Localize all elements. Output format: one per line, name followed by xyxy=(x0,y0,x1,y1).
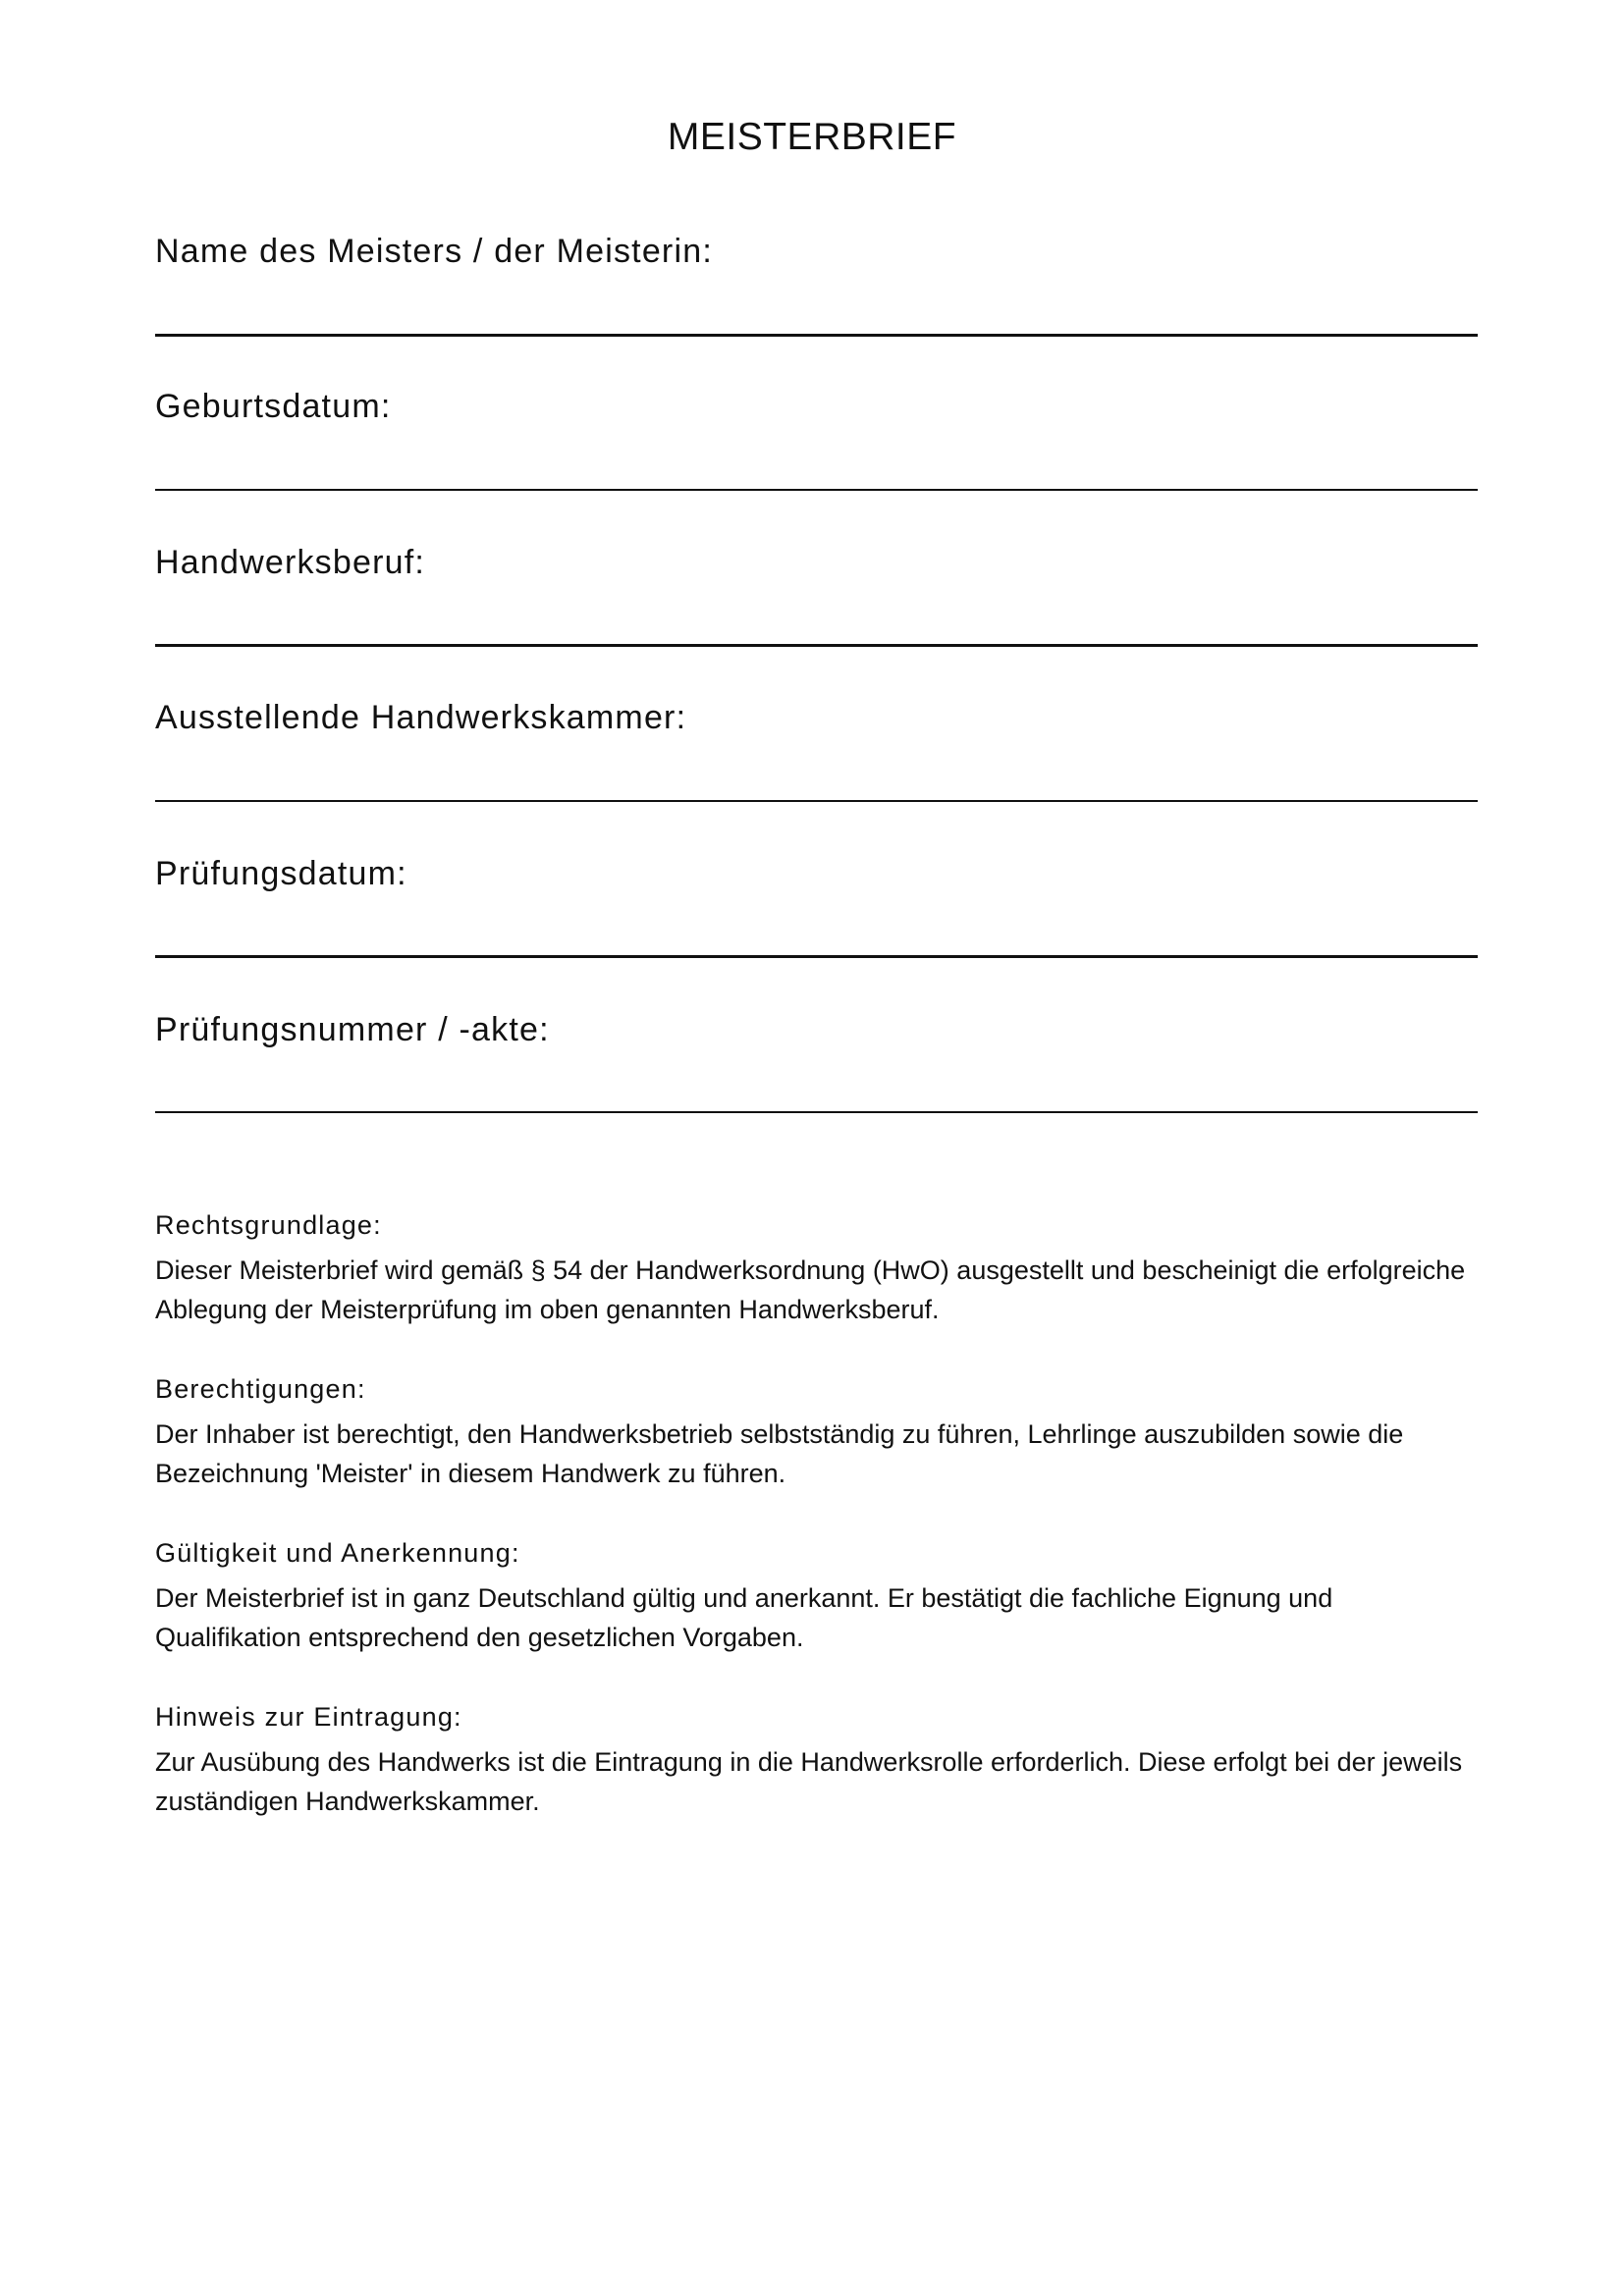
field-label-exam-date: Prüfungsdatum: xyxy=(155,855,407,892)
note-heading-validity: Gültigkeit und Anerkennung: xyxy=(155,1538,520,1568)
field-line-birthdate[interactable] xyxy=(155,489,1478,491)
field-line-name[interactable] xyxy=(155,334,1478,337)
field-label-name: Name des Meisters / der Meisterin: xyxy=(155,233,713,270)
field-line-exam-number[interactable] xyxy=(155,1111,1478,1113)
field-label-chamber: Ausstellende Handwerkskammer: xyxy=(155,699,687,736)
field-exam-number xyxy=(155,1010,1478,1049)
document-title: MEISTERBRIEF xyxy=(667,116,957,158)
field-trade xyxy=(155,543,1478,582)
field-line-chamber[interactable] xyxy=(155,800,1478,802)
field-exam-date xyxy=(155,854,1478,893)
field-birthdate xyxy=(155,387,1478,426)
note-heading-entitlements: Berechtigungen: xyxy=(155,1374,366,1404)
field-chamber xyxy=(155,698,1478,737)
field-label-birthdate: Geburtsdatum: xyxy=(155,388,392,425)
field-line-trade[interactable] xyxy=(155,644,1478,647)
field-name xyxy=(155,232,1478,271)
note-text-registration: Zur Ausübung des Handwerks ist die Eintragung in die Handwerksrolle erforderlich. Diese erfolgt bei der jeweils zuständigen Handwerkskammer. xyxy=(155,1747,1463,1816)
note-text-legal-basis: Dieser Meisterbrief wird gemäß § 54 der Handwerksordnung (HwO) ausgestellt und bescheinigt die erfolgreiche Ablegung der Meisterprüfung im oben genannten Handwerksberuf. xyxy=(155,1255,1466,1324)
note-heading-registration: Hinweis zur Eintragung: xyxy=(155,1702,462,1732)
field-line-exam-date[interactable] xyxy=(155,955,1478,958)
field-label-trade: Handwerksberuf: xyxy=(155,544,426,581)
note-heading-legal-basis: Rechtsgrundlage: xyxy=(155,1210,382,1240)
note-text-validity: Der Meisterbrief ist in ganz Deutschland gültig und anerkannt. Er bestätigt die fachliche Eignung und Qualifikation entsprechend den gesetzlichen Vorgaben. xyxy=(155,1583,1333,1652)
note-text-entitlements: Der Inhaber ist berechtigt, den Handwerksbetrieb selbstständig zu führen, Lehrlinge auszubilden sowie die Bezeichnung 'Meister' in diesem Handwerk zu führen. xyxy=(155,1419,1404,1488)
field-label-exam-number: Prüfungsnummer / -akte: xyxy=(155,1011,550,1048)
